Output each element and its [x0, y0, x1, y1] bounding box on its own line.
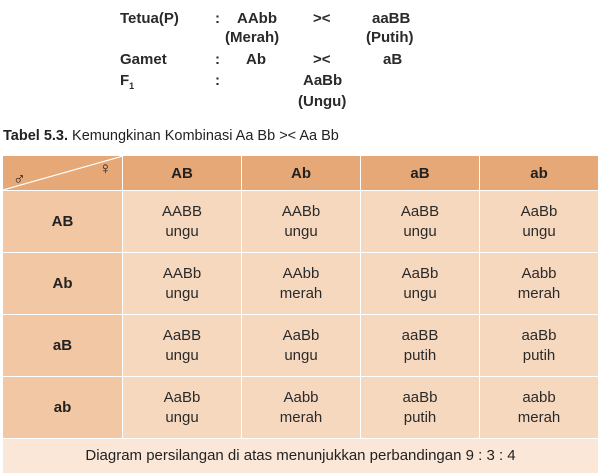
punnett-table-wrapper: [2, 155, 598, 474]
cell-genotype: AABb: [162, 264, 202, 282]
table-cell: [480, 191, 599, 253]
f1-genotype: AaBb: [303, 72, 343, 89]
cell-genotype: AAbb: [282, 264, 320, 282]
f1-colon: :: [215, 72, 220, 89]
table-row: [3, 191, 599, 253]
column-header: Ab: [242, 156, 361, 191]
cell-phenotype: ungu: [165, 222, 199, 240]
table-cell: [361, 315, 480, 377]
table-row: [3, 315, 599, 377]
cell-genotype: AABB: [161, 202, 203, 220]
row-header: AB: [3, 191, 123, 253]
table-cell: [123, 377, 242, 439]
cell-genotype: AaBb: [401, 264, 439, 282]
row-header: ab: [3, 377, 123, 439]
cell-genotype: AABb: [281, 202, 321, 220]
cell-phenotype: ungu: [165, 284, 199, 302]
cell-genotype: AaBb: [163, 388, 201, 406]
male-symbol-icon: ♂: [13, 169, 26, 188]
parent-label: Tetua(P): [120, 10, 179, 27]
table-cell: [242, 253, 361, 315]
column-header: aB: [361, 156, 480, 191]
cell-phenotype: merah: [279, 408, 323, 426]
cell-phenotype: merah: [517, 408, 561, 426]
parent-2-phenotype: (Putih): [366, 29, 414, 46]
cell-genotype: AaBb: [282, 326, 320, 344]
gamete-2: aB: [383, 51, 403, 68]
table-caption-text: Kemungkinan Kombinasi Aa Bb >< Aa Bb: [68, 128, 339, 144]
table-caption-label: Tabel 5.3.: [3, 128, 69, 144]
cell-genotype: aaBb: [402, 388, 438, 406]
cell-genotype: aaBB: [401, 326, 439, 344]
f1-label: $F_1$: [120, 72, 135, 91]
table-header-row: [3, 156, 599, 191]
cell-genotype: Aabb: [283, 388, 319, 406]
row-header: Ab: [3, 253, 123, 315]
parent-colon: :: [215, 10, 220, 27]
cell-phenotype: putih: [403, 408, 437, 426]
cell-genotype: AaBB: [162, 326, 202, 344]
table-cell: [123, 315, 242, 377]
punnett-table: [2, 155, 599, 474]
cell-phenotype: ungu: [522, 222, 556, 240]
row-header: aB: [3, 315, 123, 377]
cell-phenotype: ungu: [403, 284, 437, 302]
cell-phenotype: ungu: [284, 222, 318, 240]
table-cell: [242, 377, 361, 439]
cell-phenotype: merah: [517, 284, 561, 302]
cell-genotype: AaBB: [400, 202, 440, 220]
gamete-colon: :: [215, 51, 220, 68]
table-cell: [361, 253, 480, 315]
table-row: [3, 377, 599, 439]
cell-genotype: aaBb: [521, 326, 557, 344]
table-cell: [123, 191, 242, 253]
table-cell: [480, 253, 599, 315]
table-cell: [123, 253, 242, 315]
table-caption: [3, 128, 339, 144]
table-cell: [480, 315, 599, 377]
column-header: AB: [123, 156, 242, 191]
cell-genotype: Aabb: [521, 264, 557, 282]
female-symbol-icon: ♀: [99, 159, 112, 178]
f1-subscript: 1: [129, 81, 135, 91]
corner-cell: [3, 156, 123, 191]
table-row: [3, 253, 599, 315]
table-cell: [242, 191, 361, 253]
cross-diagram: [0, 0, 600, 120]
table-footer-note: Diagram persilangan di atas menunjukkan perbandingan 9 : 3 : 4: [3, 439, 599, 474]
cell-genotype: AaBb: [520, 202, 558, 220]
cell-phenotype: putih: [403, 346, 437, 364]
corner-diagonal: [3, 156, 123, 190]
gamete-1: Ab: [246, 51, 266, 68]
cell-phenotype: ungu: [403, 222, 437, 240]
column-header: ab: [480, 156, 599, 191]
table-cell: [361, 377, 480, 439]
parent-cross-sign: ><: [313, 10, 331, 27]
parent-1-genotype: AAbb: [237, 10, 277, 27]
parent-2-genotype: aaBB: [372, 10, 411, 27]
table-cell: [361, 191, 480, 253]
cell-phenotype: putih: [522, 346, 556, 364]
cell-phenotype: ungu: [165, 346, 199, 364]
cell-phenotype: ungu: [284, 346, 318, 364]
table-cell: [242, 315, 361, 377]
cell-phenotype: merah: [279, 284, 323, 302]
gamete-label: Gamet: [120, 51, 167, 68]
table-footer-row: [3, 439, 599, 474]
parent-1-phenotype: (Merah): [225, 29, 280, 46]
cell-phenotype: ungu: [165, 408, 199, 426]
f1-phenotype: (Ungu): [298, 93, 347, 110]
cell-genotype: aabb: [522, 388, 556, 406]
table-cell: [480, 377, 599, 439]
gamete-cross-sign: ><: [313, 51, 331, 68]
